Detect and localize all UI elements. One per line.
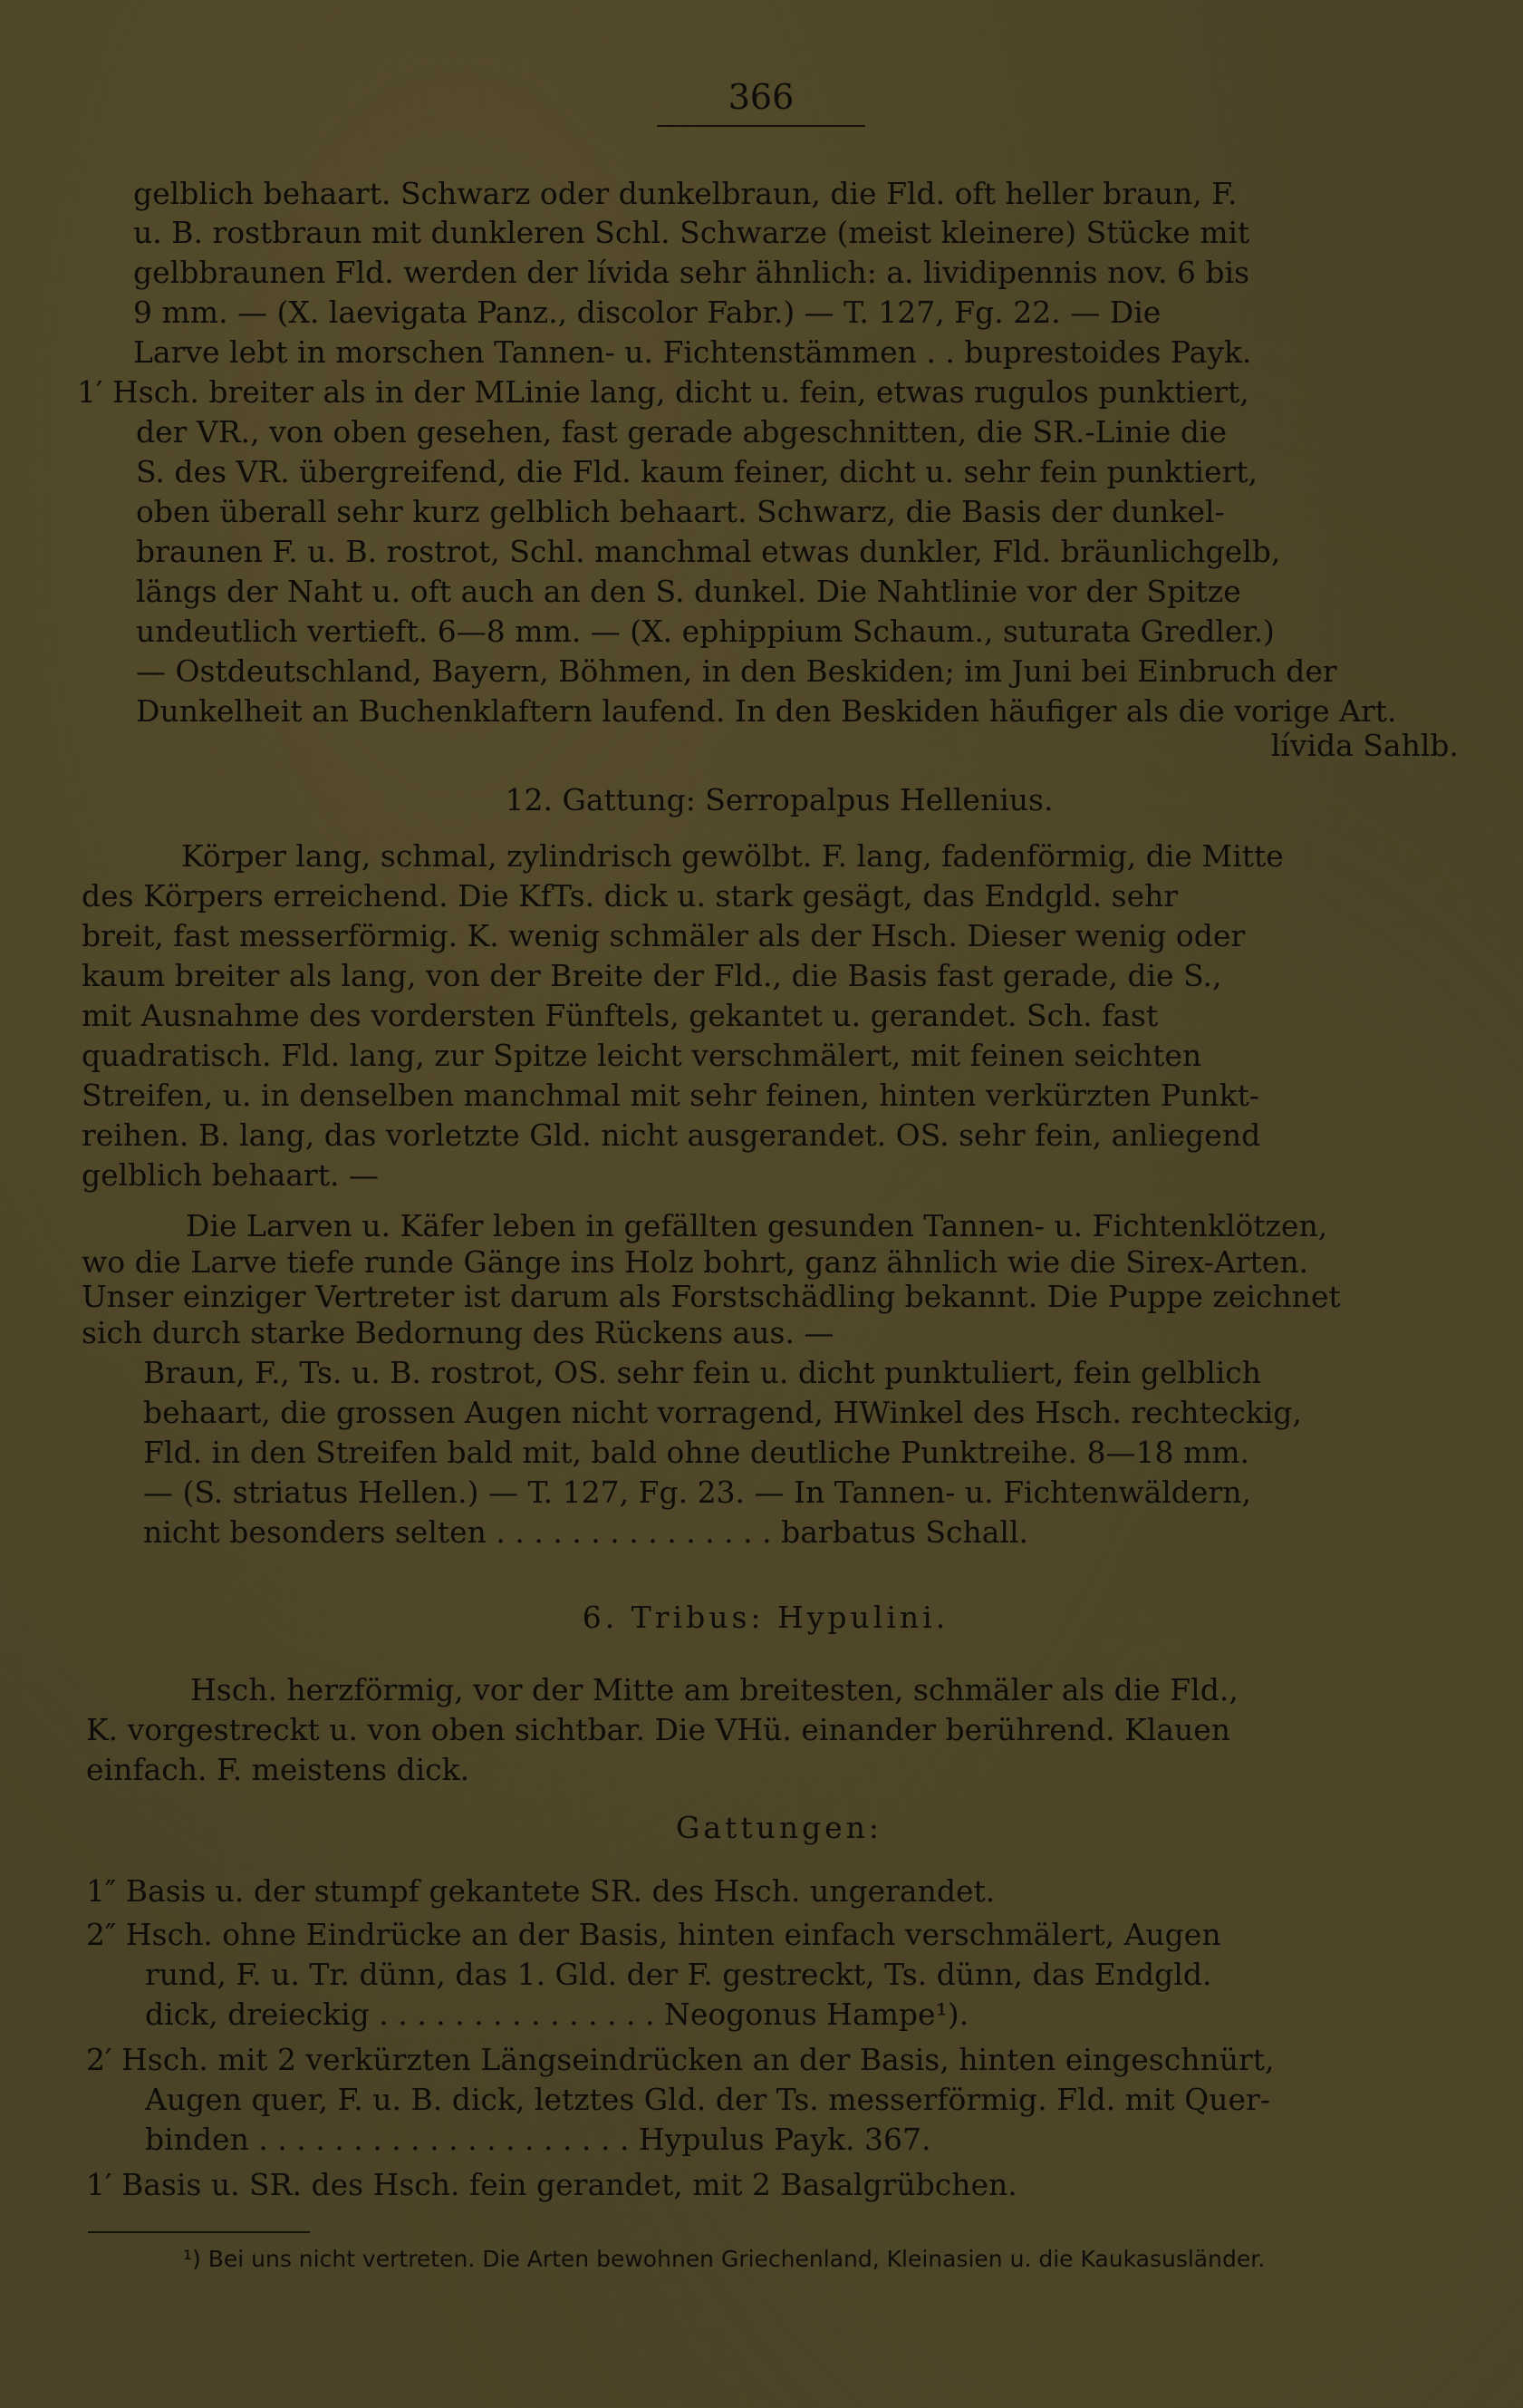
text-line: Die Larven u. Käfer leben in gefällten gesunden Tannen- u. Fichtenklötzen, (186, 1208, 1328, 1243)
text-line: Gattungen: (675, 1810, 883, 1845)
text-line: sich durch starke Bedornung des Rückens aus. — (82, 1315, 834, 1350)
text-line: einfach. F. meistens dick. (86, 1752, 470, 1787)
text-line: — (S. striatus Hellen.) — T. 127, Fg. 23. — In Tannen- u. Fichtenwäldern, (143, 1475, 1251, 1510)
text-line: oben überall sehr kurz gelblich behaart. Schwarz, die Basis der dunkel- (136, 494, 1225, 529)
text-line: reihen. B. lang, das vorletzte Gld. nicht ausgerandet. OS. sehr fein, anliegend (82, 1117, 1261, 1153)
text-line: 12. Gattung: Serropalpus Hellenius. (505, 782, 1054, 817)
page-number-rule (657, 125, 865, 127)
text-line: 9 mm. — (X. laevigata Panz., discolor Fabr.) — T. 127, Fg. 22. — Die (133, 295, 1162, 330)
text-line: u. B. rostbraun mit dunkleren Schl. Schwarze (meist kleinere) Stücke mit (133, 215, 1250, 250)
text-line: der VR., von oben gesehen, fast gerade abgeschnitten, die SR.-Linie die (136, 414, 1228, 450)
text-line: gelblich behaart. Schwarz oder dunkelbraun, die Fld. oft heller braun, F. (133, 176, 1238, 211)
text-line: behaart, die grossen Augen nicht vorragend, HWinkel des Hsch. rechteckig, (143, 1395, 1302, 1430)
text-line: 1′ Basis u. SR. des Hsch. fein gerandet, mit 2 Basalgrübchen. (86, 2167, 1017, 2202)
text-line: 2′ Hsch. mit 2 verkürzten Längseindrücken an der Basis, hinten eingeschnürt, (86, 2042, 1275, 2077)
text-line: Larve lebt in morschen Tannen- u. Fichtenstämmen . . buprestoides Payk. (133, 334, 1252, 370)
text-line: 1″ Basis u. der stumpf gekantete SR. des Hsch. ungerandet. (86, 1873, 996, 1909)
text-line: 2″ Hsch. ohne Eindrücke an der Basis, hinten einfach verschmälert, Augen (86, 1917, 1221, 1952)
text-line: dick, dreieckig . . . . . . . . . . . . . . . Neogonus Hampe¹). (145, 1997, 969, 2032)
text-line: breit, fast messerförmig. K. wenig schmäler als der Hsch. Dieser wenig oder (82, 918, 1246, 953)
text-line: gelbbraunen Fld. werden der lívida sehr ähnlich: a. lividipennis nov. 6 bis (133, 255, 1250, 290)
text-line: Hsch. herzförmig, vor der Mitte am breitesten, schmäler als die Fld., (190, 1672, 1239, 1707)
footnote: ¹) Bei uns nicht vertreten. Die Arten bewohnen Griechenland, Kleinasien u. die Kaukasusländer. (183, 2246, 1266, 2272)
text-line: Unser einziger Vertreter ist darum als Forstschädling bekannt. Die Puppe zeichnet (82, 1279, 1341, 1314)
text-line: undeutlich vertieft. 6—8 mm. — (X. ephippium Schaum., suturata Gredler.) (136, 614, 1275, 649)
text-line: — Ostdeutschland, Bayern, Böhmen, in den Beskiden; im Juni bei Einbruch der (136, 653, 1337, 689)
text-line: braunen F. u. B. rostrot, Schl. manchmal etwas dunkler, Fld. bräunlichgelb, (136, 534, 1281, 569)
text-line: K. vorgestreckt u. von oben sichtbar. Die VHü. einander berührend. Klauen (86, 1712, 1231, 1747)
text-line: nicht besonders selten . . . . . . . . . . . . . . . barbatus Schall. (143, 1514, 1029, 1550)
text-line: Augen quer, F. u. B. dick, letztes Gld. der Ts. messerförmig. Fld. mit Quer- (145, 2082, 1270, 2117)
text-line: Braun, F., Ts. u. B. rostrot, OS. sehr fein u. dicht punktuliert, fein gelblich (143, 1355, 1262, 1390)
text-line: 1′ Hsch. breiter als in der MLinie lang, dicht u. fein, etwas rugulos punktiert, (77, 374, 1249, 410)
text-line: 6. Tribus: Hypulini. (582, 1600, 949, 1635)
text-line: quadratisch. Fld. lang, zur Spitze leicht verschmälert, mit feinen seichten (82, 1038, 1202, 1073)
text-line: mit Ausnahme des vordersten Fünftels, gekantet u. gerandet. Sch. fast (82, 998, 1159, 1033)
text-line: Dunkelheit an Buchenklaftern laufend. In den Beskiden häufiger als die vorige Art. (136, 693, 1397, 729)
text-line: längs der Naht u. oft auch an den S. dunkel. Die Nahtlinie vor der Spitze (136, 574, 1241, 609)
text-line: binden . . . . . . . . . . . . . . . . . . . . Hypulus Payk. 367. (145, 2122, 931, 2157)
text-line: Körper lang, schmal, zylindrisch gewölbt. F. lang, fadenförmig, die Mitte (181, 838, 1284, 874)
footnote-rule (88, 2231, 310, 2233)
text-line: S. des VR. übergreifend, die Fld. kaum feiner, dicht u. sehr fein punktiert, (136, 454, 1258, 489)
text-line: Fld. in den Streifen bald mit, bald ohne deutliche Punktreihe. 8—18 mm. (143, 1435, 1250, 1470)
text-line: Streifen, u. in denselben manchmal mit sehr feinen, hinten verkürzten Punkt- (82, 1078, 1260, 1113)
text-line: rund, F. u. Tr. dünn, das 1. Gld. der F. gestreckt, Ts. dünn, das Endgld. (145, 1957, 1212, 1992)
text-line: lívida Sahlb. (1270, 728, 1459, 763)
text-line: gelblich behaart. — (82, 1157, 379, 1193)
text-line: des Körpers erreichend. Die KfTs. dick u. stark gesägt, das Endgld. sehr (82, 878, 1179, 914)
text-line: wo die Larve tiefe runde Gänge ins Holz bohrt, ganz ähnlich wie die Sirex-Arten. (82, 1244, 1309, 1280)
page-number: 366 (728, 77, 795, 117)
text-line: kaum breiter als lang, von der Breite der Fld., die Basis fast gerade, die S., (82, 958, 1222, 993)
